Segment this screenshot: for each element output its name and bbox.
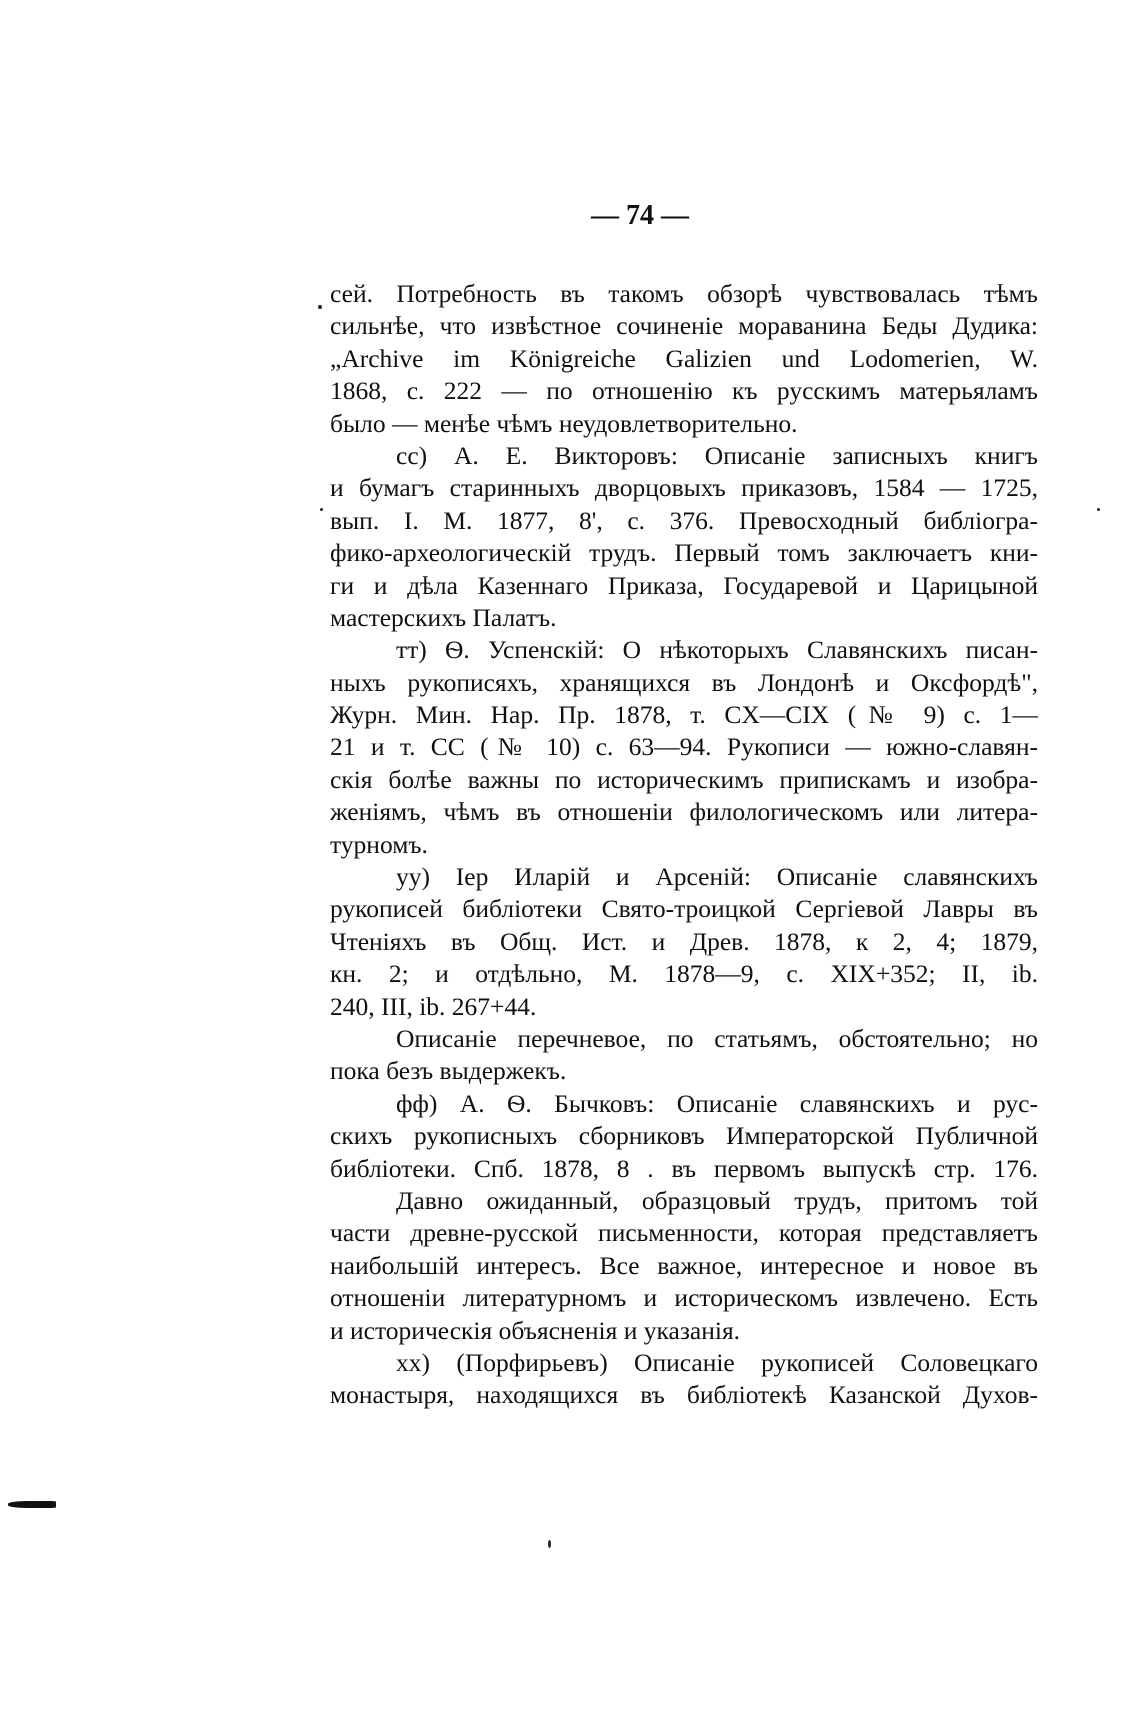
ink-speck (318, 305, 322, 309)
text-line: ги и дѣла Казеннаго Приказа, Государевой и Царицыной (330, 570, 1038, 600)
text-line: турномъ. (330, 829, 428, 859)
text-line: уу) Іер Иларій и Арсеній: Описаніе славянскихъ (396, 862, 1038, 892)
text-line: Давно ожиданный, образцовый трудъ, притомъ той (396, 1185, 1038, 1215)
text-line: 240, III, ib. 267+44. (330, 991, 537, 1021)
text-line: библіотеки. Спб. 1878, 8 . въ первомъ выпускѣ стр. 176. (330, 1153, 1038, 1183)
text-line: фико-археологическій трудъ. Первый томъ заключаетъ кни- (330, 538, 1038, 568)
text-line: скихъ рукописныхъ сборниковъ Императорской Публичной (330, 1121, 1038, 1151)
text-line: было — менѣе чѣмъ неудовлетворительно. (330, 408, 798, 438)
text-line: отношеніи литературномъ и историческомъ извлечено. Есть (330, 1283, 1038, 1313)
text-line: сильнѣе, что извѣстное сочиненіе мораванина Беды Дудика: (330, 311, 1038, 341)
ink-speck (548, 1540, 551, 1548)
text-line: наибольшій интересъ. Все важное, интересное и новое въ (330, 1250, 1038, 1280)
text-line: фф) А. Ѳ. Бычковъ: Описаніе славянскихъ и рус- (396, 1088, 1038, 1118)
text-line: кн. 2; и отдѣльно, М. 1878—9, с. XIX+352; II, ib. (330, 959, 1038, 989)
text-line: и бумагъ старинныхъ дворцовыхъ приказовъ, 1584 — 1725, (330, 473, 1038, 503)
page-number: — 74 — (591, 200, 689, 231)
text-line: 21 и т. CC (№ 10) с. 63—94. Рукописи — южно-славян- (330, 732, 1038, 762)
text-line: части древне-русской письменности, которая представляетъ (330, 1218, 1038, 1248)
text-line: рукописей библіотеки Свято-троицкой Сергіевой Лавры въ (330, 894, 1038, 924)
text-line: Описаніе перечневое, по статьямъ, обстоятельно; но (396, 1023, 1038, 1053)
ink-speck (1097, 508, 1100, 511)
scan-edge-mark (8, 1501, 56, 1508)
text-line: вып. I. М. 1877, 8', с. 376. Превосходный библiогра- (330, 505, 1038, 535)
text-line: Журн. Мин. Нар. Пр. 1878, т. CX—CIX (№ 9) с. 1— (330, 700, 1038, 730)
text-line: Чтеніяхъ въ Общ. Ист. и Древ. 1878, к 2, 4; 1879, (330, 926, 1038, 956)
body-text (330, 278, 1038, 1412)
text-line: сс) А. Е. Викторовъ: Описаніе записныхъ книгъ (396, 440, 1038, 470)
text-line: мастерскихъ Палатъ. (330, 602, 557, 632)
text-line: скія болѣе важны по историческимъ припискамъ и изобра- (330, 764, 1038, 794)
text-line: тт) Ѳ. Успенскій: О нѣкоторыхъ Славянскихъ писан- (396, 635, 1038, 665)
text-line: 1868, с. 222 — по отношенію къ русскимъ матерьяламъ (330, 376, 1038, 406)
text-line: сей. Потребность въ такомъ обзорѣ чувствовалась тѣмъ (330, 279, 1038, 308)
text-line: пока безъ выдержекъ. (330, 1056, 567, 1086)
text-line: хх) (Порфирьевъ) Описаніе рукописей Соловецкаго (396, 1347, 1038, 1377)
text-line: „Archive im Königreiche Galizien und Lodomerien, W. (330, 343, 1038, 373)
text-line: женіямъ, чѣмъ въ отношеніи филологическомъ или литера- (330, 797, 1038, 827)
text-line: и историческія объясненія и указанія. (330, 1315, 741, 1345)
ink-speck (320, 508, 323, 511)
text-line: ныхъ рукописяхъ, хранящихся въ Лондонѣ и Оксфордѣ", (330, 667, 1038, 697)
text-line: монастыря, находящихся въ библіотекѣ Казанской Духов- (330, 1380, 1038, 1410)
